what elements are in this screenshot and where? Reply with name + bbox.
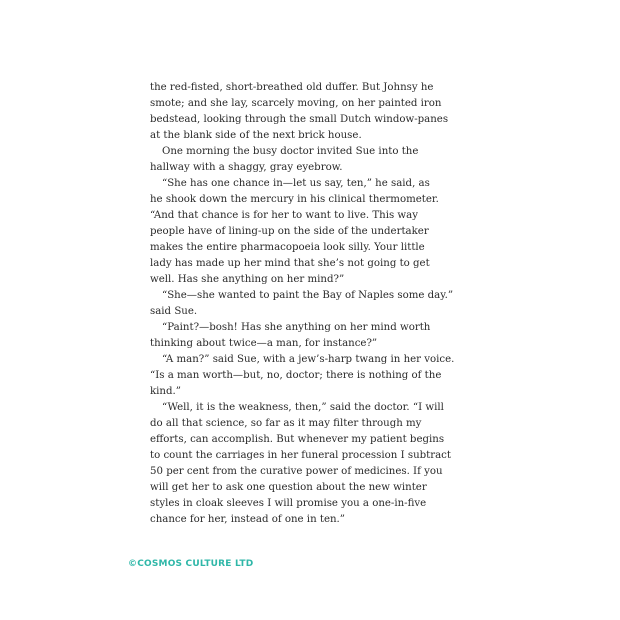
text-line: to count the carriages in her funeral procession I subtract xyxy=(150,450,451,461)
body-text xyxy=(150,80,480,528)
text-line: said Sue. xyxy=(150,306,198,317)
text-line: One morning the busy doctor invited Sue into the xyxy=(162,146,419,157)
text-line: do all that science, so far as it may filter through my xyxy=(150,418,422,429)
text-line: hallway with a shaggy, gray eyebrow. xyxy=(150,162,343,173)
text-line: kind.” xyxy=(150,386,181,397)
text-line: bedstead, looking through the small Dutch window-panes xyxy=(150,114,449,125)
text-line: “And that chance is for her to want to live. This way xyxy=(150,210,418,221)
text-line: makes the entire pharmacopoeia look silly. Your little xyxy=(150,242,425,253)
text-line: thinking about twice—a man, for instance?” xyxy=(150,338,378,349)
text-line: efforts, can accomplish. But whenever my patient begins xyxy=(150,434,445,445)
text-line: “She—she wanted to paint the Bay of Naples some day.” xyxy=(162,290,454,301)
text-line: people have of lining-up on the side of the undertaker xyxy=(150,226,429,237)
text-line: the red-fisted, short-breathed old duffer. But Johnsy he xyxy=(150,82,434,93)
text-line: chance for her, instead of one in ten.” xyxy=(150,514,345,525)
text-line: “She has one chance in—let us say, ten,” he said, as xyxy=(162,178,430,189)
text-line: “A man?” said Sue, with a jew’s-harp twang in her voice. xyxy=(162,354,455,365)
text-line: smote; and she lay, scarcely moving, on her painted iron xyxy=(150,98,442,109)
text-line: styles in cloak sleeves I will promise you a one-in-five xyxy=(150,498,427,509)
copyright-watermark: ©COSMOS CULTURE LTD xyxy=(128,559,254,569)
text-line: “Paint?—bosh! Has she anything on her mind worth xyxy=(162,322,431,333)
text-line: well. Has she anything on her mind?” xyxy=(150,274,345,285)
text-line: “Is a man worth—but, no, doctor; there is nothing of the xyxy=(150,370,442,381)
text-line: at the blank side of the next brick house. xyxy=(150,130,362,141)
text-line: “Well, it is the weakness, then,” said the doctor. “I will xyxy=(162,402,444,413)
text-line: will get her to ask one question about the new winter xyxy=(150,482,427,493)
text-line: he shook down the mercury in his clinical thermometer. xyxy=(150,194,439,205)
text-line: lady has made up her mind that she’s not going to get xyxy=(150,258,430,269)
text-line: 50 per cent from the curative power of medicines. If you xyxy=(150,466,443,477)
